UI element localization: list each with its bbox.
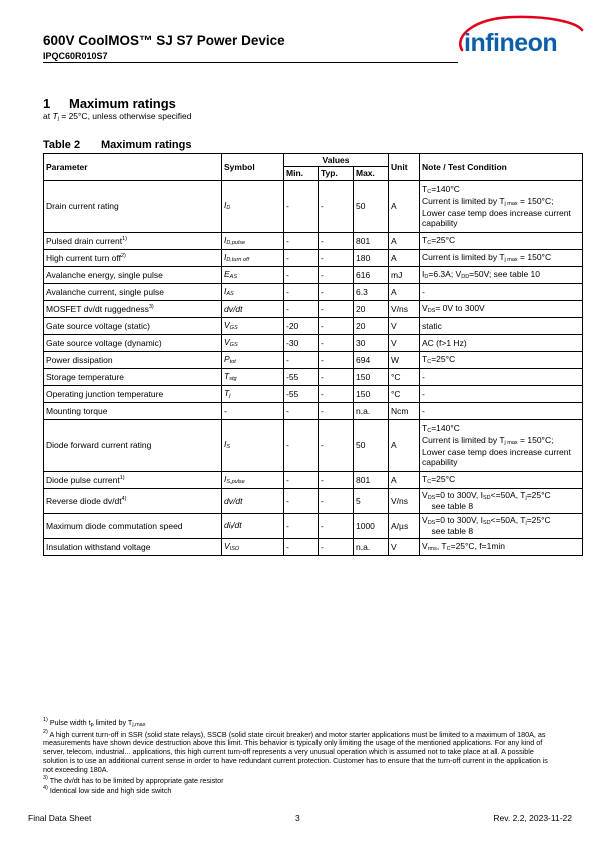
cell-param: Pulsed drain current$^{1)}$ bbox=[44, 232, 222, 249]
document-title: 600V CoolMOS™ SJ S7 Power Device bbox=[43, 33, 285, 48]
cell-symbol: $di_f/dt$ bbox=[222, 513, 284, 538]
header-values: Values bbox=[284, 154, 389, 167]
section-subtitle: at $T_j = 25^\circ C$, unless otherwise specified bbox=[43, 111, 192, 122]
cell-param: Insulation withstand voltage bbox=[44, 538, 222, 555]
table-row bbox=[44, 471, 583, 488]
cell-min: - bbox=[284, 300, 319, 317]
cell-note: - bbox=[420, 385, 583, 402]
cell-min: - bbox=[284, 402, 319, 419]
header-parameter: Parameter bbox=[44, 154, 222, 181]
table-row bbox=[44, 488, 583, 513]
table-row bbox=[44, 419, 583, 471]
cell-symbol: $P_{tot}$ bbox=[222, 351, 284, 368]
cell-max: 150 bbox=[354, 385, 389, 402]
cell-param: Operating junction temperature bbox=[44, 385, 222, 402]
table-body bbox=[44, 180, 583, 555]
table-row bbox=[44, 232, 583, 249]
table-row bbox=[44, 513, 583, 538]
cell-note: Current is limited by $T_{j max} = 150^\circ C$ bbox=[420, 249, 583, 266]
infineon-logo bbox=[456, 14, 584, 60]
header-note: Note / Test Condition bbox=[420, 154, 583, 181]
header-min: Min. bbox=[284, 167, 319, 180]
table-row bbox=[44, 334, 583, 351]
cell-param: Diode forward current rating bbox=[44, 419, 222, 471]
cell-typ: - bbox=[319, 334, 354, 351]
cell-param: MOSFET dv/dt ruggedness$^{3)}$ bbox=[44, 300, 222, 317]
cell-symbol: $I_{D,pulse}$ bbox=[222, 232, 284, 249]
cell-max: 1000 bbox=[354, 513, 389, 538]
cell-symbol: $I_S$ bbox=[222, 419, 284, 471]
cell-unit: V/ns bbox=[389, 300, 420, 317]
cell-param: Drain current rating bbox=[44, 180, 222, 232]
cell-min: - bbox=[284, 249, 319, 266]
cell-symbol: dv/dt bbox=[222, 488, 284, 513]
cell-max: n.a. bbox=[354, 538, 389, 555]
cell-param: Gate source voltage (static) bbox=[44, 317, 222, 334]
cell-typ: - bbox=[319, 266, 354, 283]
cell-symbol: $V_{GS}$ bbox=[222, 317, 284, 334]
cell-typ: - bbox=[319, 180, 354, 232]
cell-note: static bbox=[420, 317, 583, 334]
cell-max: 150 bbox=[354, 368, 389, 385]
cell-min: - bbox=[284, 283, 319, 300]
cell-min: - bbox=[284, 232, 319, 249]
cell-unit: A bbox=[389, 283, 420, 300]
cell-symbol: $I_{D,turn off}$ bbox=[222, 249, 284, 266]
cell-unit: V bbox=[389, 334, 420, 351]
cell-max: 50 bbox=[354, 180, 389, 232]
cell-note: $T_C=25^\circ C$ bbox=[420, 471, 583, 488]
cell-unit: A bbox=[389, 180, 420, 232]
cell-typ: - bbox=[319, 317, 354, 334]
cell-max: 180 bbox=[354, 249, 389, 266]
table-row bbox=[44, 266, 583, 283]
cell-unit: V bbox=[389, 538, 420, 555]
cell-max: 5 bbox=[354, 488, 389, 513]
cell-symbol: dv/dt bbox=[222, 300, 284, 317]
cell-unit: A bbox=[389, 471, 420, 488]
cell-param: Avalanche current, single pulse bbox=[44, 283, 222, 300]
cell-unit: W bbox=[389, 351, 420, 368]
cell-min: - bbox=[284, 180, 319, 232]
cell-min: -55 bbox=[284, 368, 319, 385]
cell-note: - bbox=[420, 402, 583, 419]
cell-symbol: $V_{GS}$ bbox=[222, 334, 284, 351]
cell-min: -55 bbox=[284, 385, 319, 402]
cell-typ: - bbox=[319, 471, 354, 488]
cell-min: - bbox=[284, 266, 319, 283]
cell-note: $T_C=25^\circ C$ bbox=[420, 351, 583, 368]
table-caption bbox=[43, 139, 191, 151]
cell-max: 6.3 bbox=[354, 283, 389, 300]
cell-param: Mounting torque bbox=[44, 402, 222, 419]
footnote: $^{2)}$ A high current turn-off in SSR (solid state relays), SSCB (solid state circuit breaker) and motor starter applications must be limited to a maximum of 180A, as measurements have shown device destruction above this limit. This behavior is typically only limiting the usage of the mentioned applications. For any kind of server, telecom, industrial... applications, this high current turn-off represents a very unusual operation which is assumed not to take place at all. A possible solution is to use an additional current sense in order to have redundant current protection. Customer has to ensure that the turn-off current in the application is not exceeding 180A. bbox=[43, 728, 548, 774]
part-number: IPQC60R010S7 bbox=[43, 51, 108, 61]
cell-min: - bbox=[284, 471, 319, 488]
table-row bbox=[44, 300, 583, 317]
cell-param: Storage temperature bbox=[44, 368, 222, 385]
cell-note: - bbox=[420, 283, 583, 300]
cell-typ: - bbox=[319, 249, 354, 266]
cell-typ: - bbox=[319, 385, 354, 402]
cell-typ: - bbox=[319, 488, 354, 513]
cell-min: - bbox=[284, 419, 319, 471]
cell-typ: - bbox=[319, 232, 354, 249]
cell-note: $T_C=140^\circ C$ Current is limited by $T_{j max} = 150^\circ C$; Lower case temp does increase current capability bbox=[420, 180, 583, 232]
cell-param: Maximum diode commutation speed bbox=[44, 513, 222, 538]
cell-symbol: $V_{ISO}$ bbox=[222, 538, 284, 555]
table-row bbox=[44, 402, 583, 419]
cell-typ: - bbox=[319, 513, 354, 538]
cell-typ: - bbox=[319, 538, 354, 555]
table-row bbox=[44, 317, 583, 334]
cell-unit: mJ bbox=[389, 266, 420, 283]
table-row bbox=[44, 538, 583, 555]
svg-text:infineon: infineon bbox=[464, 29, 558, 57]
table-row bbox=[44, 180, 583, 232]
maximum-ratings-table bbox=[43, 153, 583, 556]
cell-max: 30 bbox=[354, 334, 389, 351]
cell-note: $T_C=140^\circ C$ Current is limited by $T_{j max} = 150^\circ C$; Lower case temp does increase current capability bbox=[420, 419, 583, 471]
cell-note: - bbox=[420, 368, 583, 385]
cell-unit: °C bbox=[389, 385, 420, 402]
cell-unit: A bbox=[389, 249, 420, 266]
cell-param: Avalanche energy, single pulse bbox=[44, 266, 222, 283]
footnote: $^{1)}$ Pulse width $t_p$ limited by $T_{j,max}$ bbox=[43, 717, 146, 728]
footer-revision: Rev. 2.2, 2023-11-22 bbox=[493, 813, 572, 823]
footnotes bbox=[43, 717, 555, 796]
cell-typ: - bbox=[319, 300, 354, 317]
table-title: Maximum ratings bbox=[101, 139, 192, 151]
header-symbol: Symbol bbox=[222, 154, 284, 181]
cell-symbol: $I_D$ bbox=[222, 180, 284, 232]
header-unit: Unit bbox=[389, 154, 420, 181]
cell-symbol: $T_j$ bbox=[222, 385, 284, 402]
cell-param: Power dissipation bbox=[44, 351, 222, 368]
footnote: $^{3)}$ The dv/dt has to be limited by appropriate gate resistor bbox=[43, 774, 224, 785]
cell-param: Gate source voltage (dynamic) bbox=[44, 334, 222, 351]
table-row bbox=[44, 368, 583, 385]
cell-max: 801 bbox=[354, 471, 389, 488]
cell-param: Diode pulse current$^{1)}$ bbox=[44, 471, 222, 488]
cell-min: -30 bbox=[284, 334, 319, 351]
table-row bbox=[44, 351, 583, 368]
cell-note: $V_{DS}= 0V$ to 300V bbox=[420, 300, 583, 317]
cell-max: 20 bbox=[354, 300, 389, 317]
cell-symbol: $T_{stg}$ bbox=[222, 368, 284, 385]
header-typ: Typ. bbox=[319, 167, 354, 180]
cell-param: High current turn off$^{2)}$ bbox=[44, 249, 222, 266]
table-row bbox=[44, 249, 583, 266]
cell-note: $V_{rms}$, $T_C=25^\circ C$, f=1min bbox=[420, 538, 583, 555]
cell-unit: Ncm bbox=[389, 402, 420, 419]
table-label: Table 2 bbox=[43, 139, 81, 151]
cell-max: 50 bbox=[354, 419, 389, 471]
footer-doc-type: Final Data Sheet bbox=[28, 813, 92, 823]
cell-unit: V/ns bbox=[389, 488, 420, 513]
cell-unit: °C bbox=[389, 368, 420, 385]
header-max: Max. bbox=[354, 167, 389, 180]
cell-note: $V_{DS}=0$ to 300V, $I_{SD}<=50A$, $T_j=25^\circ C$ see table 8 bbox=[420, 488, 583, 513]
cell-symbol: - bbox=[222, 402, 284, 419]
cell-typ: - bbox=[319, 351, 354, 368]
cell-note: $I_D=6.3A$; $V_{DD}=50V$; see table 10 bbox=[420, 266, 583, 283]
cell-note: AC (f>1 Hz) bbox=[420, 334, 583, 351]
cell-max: 20 bbox=[354, 317, 389, 334]
cell-max: 801 bbox=[354, 232, 389, 249]
cell-symbol: $I_{S,pulse}$ bbox=[222, 471, 284, 488]
cell-min: - bbox=[284, 538, 319, 555]
cell-unit: V bbox=[389, 317, 420, 334]
cell-unit: A/µs bbox=[389, 513, 420, 538]
cell-min: - bbox=[284, 488, 319, 513]
header-divider bbox=[43, 62, 458, 63]
table-row bbox=[44, 283, 583, 300]
cell-symbol: $I_{AS}$ bbox=[222, 283, 284, 300]
cell-param: Reverse diode $dv/dt^{4)}$ bbox=[44, 488, 222, 513]
footer-page-number: 3 bbox=[295, 813, 300, 823]
cell-symbol: $E_{AS}$ bbox=[222, 266, 284, 283]
footnote: $^{4)}$ Identical low side and high side switch bbox=[43, 785, 172, 796]
cell-max: n.a. bbox=[354, 402, 389, 419]
cell-note: $T_C=25^\circ C$ bbox=[420, 232, 583, 249]
table-row bbox=[44, 385, 583, 402]
cell-max: 616 bbox=[354, 266, 389, 283]
cell-typ: - bbox=[319, 283, 354, 300]
section-number: 1 bbox=[43, 96, 51, 111]
cell-typ: - bbox=[319, 368, 354, 385]
cell-note: $V_{DS}=0$ to 300V, $I_{SD}<=50A$, $T_j=25^\circ C$ see table 8 bbox=[420, 513, 583, 538]
cell-min: - bbox=[284, 351, 319, 368]
cell-typ: - bbox=[319, 402, 354, 419]
section-heading bbox=[43, 96, 176, 111]
cell-min: - bbox=[284, 513, 319, 538]
table-header-row bbox=[44, 154, 583, 167]
section-title: Maximum ratings bbox=[69, 96, 176, 111]
cell-unit: A bbox=[389, 419, 420, 471]
cell-min: -20 bbox=[284, 317, 319, 334]
cell-typ: - bbox=[319, 419, 354, 471]
cell-max: 694 bbox=[354, 351, 389, 368]
cell-unit: A bbox=[389, 232, 420, 249]
